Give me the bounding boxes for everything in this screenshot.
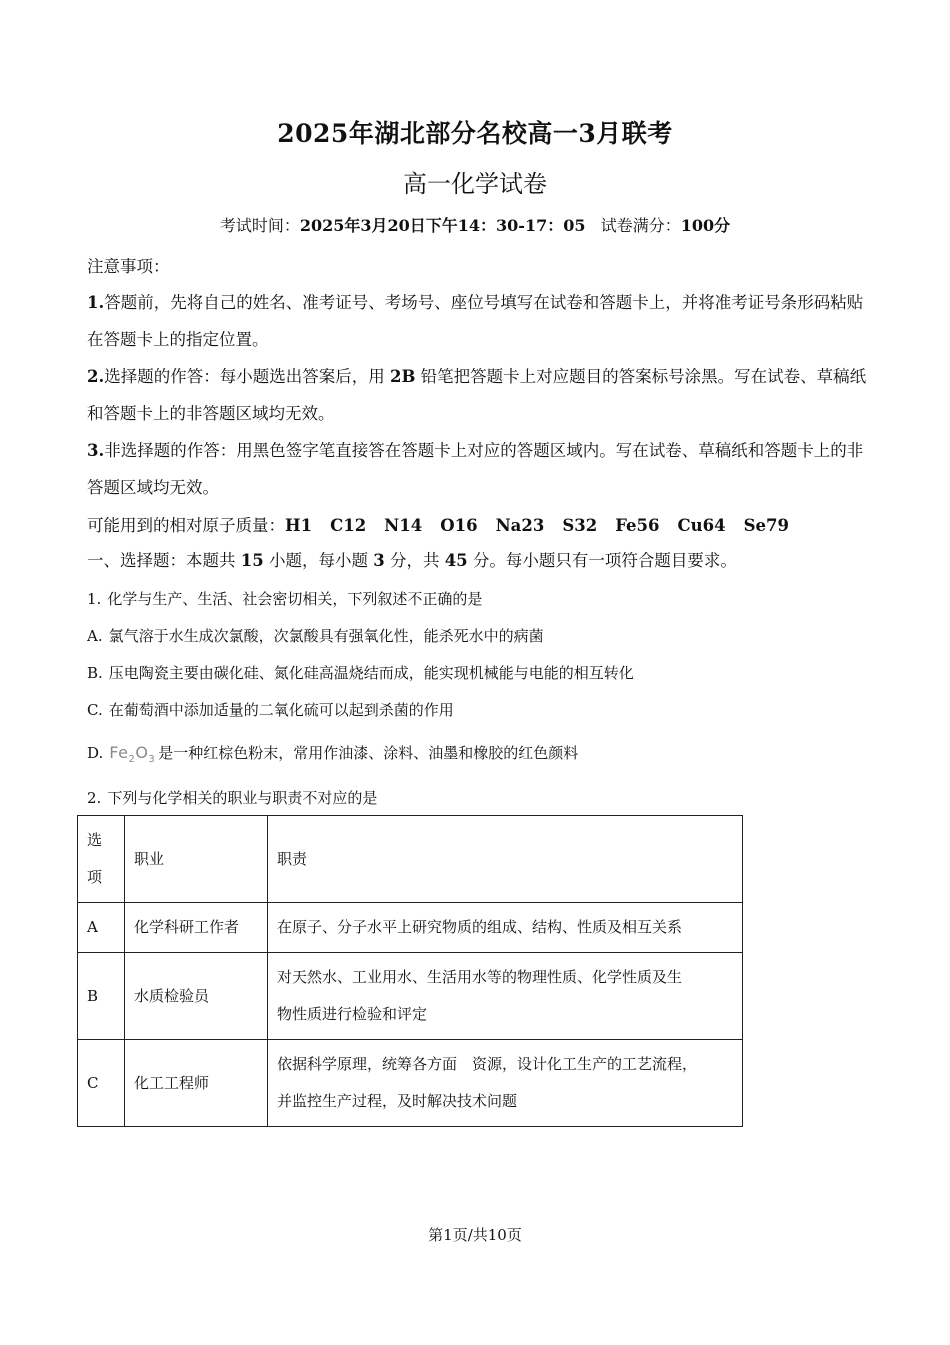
exam-title: 2025年湖北部分名校高一3月联考	[277, 119, 673, 148]
note-item-3	[87, 432, 867, 506]
full-score-label: 试卷满分：	[600, 216, 681, 235]
section-text: 分，共	[389, 551, 440, 570]
atomic-mass: Cu64	[677, 516, 726, 535]
row-option: C	[78, 1040, 125, 1127]
job-duty-table	[77, 815, 743, 1127]
exam-time-value: 2025年3月20日下午14：30-17：05	[299, 216, 586, 235]
atomic-mass: Se79	[743, 516, 789, 535]
atomic-masses-label: 可能用到的相对原子质量：	[87, 516, 285, 535]
section-text: 分。每小题只有一项符合题目要求。	[472, 551, 737, 570]
question-number: 1.	[87, 590, 102, 608]
full-score-value: 100分	[680, 216, 731, 235]
row-option: A	[78, 903, 125, 953]
note-text: 选择题的作答：每小题选出答案后，用	[104, 367, 385, 386]
note-text: 铅笔把答题卡上对应题目的答案标号涂黑。写在试卷、草稿纸和答题卡上的非答题区域均无效。	[87, 367, 867, 423]
table-row	[78, 1040, 743, 1127]
notes-title: 注意事项：	[87, 257, 170, 276]
option-label: A.	[87, 627, 103, 645]
table-header-row	[78, 816, 743, 903]
section-text: 一、选择题：本题共	[87, 551, 236, 570]
row-job: 水质检验员	[125, 953, 268, 1040]
atomic-mass: O16	[440, 516, 478, 535]
question-number: 2.	[87, 789, 102, 807]
row-job: 化学科研工作者	[125, 903, 268, 953]
row-duty: 对天然水、工业用水、生活用水等的物理性质、化学性质及生 物性质进行检验和评定	[268, 953, 743, 1040]
section-heading	[87, 542, 877, 579]
section-number: 15	[240, 551, 264, 570]
question-1-option-b	[87, 661, 634, 685]
section-number: 45	[444, 551, 468, 570]
section-text: 小题，每小题	[268, 551, 368, 570]
row-duty: 在原子、分子水平上研究物质的组成、结构、性质及相互关系	[268, 903, 743, 953]
question-text: 下列与化学相关的职业与职责不对应的是	[107, 789, 378, 807]
note-text: 非选择题的作答：用黑色签字笔直接答在答题卡上对应的答题区域内。写在试卷、草稿纸和答题卡上的非答题区域均无效。	[87, 441, 864, 497]
option-label: B.	[87, 664, 103, 682]
note-bold: 2B	[389, 367, 416, 386]
option-text: 是一种红棕色粉末，常用作油漆、涂料、油墨和橡胶的红色颜料	[158, 744, 579, 762]
atomic-mass: H1	[285, 516, 313, 535]
question-1-stem	[87, 587, 482, 611]
note-text: 答题前，先将自己的姓名、准考证号、考场号、座位号填写在试卷和答题卡上，并将准考证号条形码粘贴在答题卡上的指定位置。	[87, 293, 864, 349]
row-option: B	[78, 953, 125, 1040]
question-1-option-a	[87, 624, 544, 648]
exam-time-label: 考试时间：	[219, 216, 300, 235]
page-footer: 第1页/共10页	[428, 1226, 522, 1244]
option-label: D.	[87, 744, 104, 762]
option-text: 压电陶瓷主要由碳化硅、氮化硅高温烧结而成，能实现机械能与电能的相互转化	[108, 664, 634, 682]
question-text: 化学与生产、生活、社会密切相关，下列叙述不正确的是	[107, 590, 483, 608]
option-label: C.	[87, 701, 103, 719]
option-text: 氯气溶于水生成次氯酸，次氯酸具有强氧化性，能杀死水中的病菌	[108, 627, 544, 645]
header-option: 选 项	[78, 816, 125, 903]
atomic-masses	[87, 507, 877, 544]
atomic-mass: S32	[562, 516, 598, 535]
row-job: 化工工程师	[125, 1040, 268, 1127]
note-item-1	[87, 284, 867, 358]
question-2-stem	[87, 786, 377, 810]
question-1-option-d	[87, 741, 578, 772]
question-1-option-c	[87, 698, 454, 722]
exam-info	[0, 213, 950, 236]
header-duty: 职责	[268, 816, 743, 903]
atomic-mass: C12	[330, 516, 367, 535]
note-number: 2.	[87, 367, 105, 386]
section-number: 3	[373, 551, 385, 570]
chemical-formula: $Fe_2O_3$	[109, 743, 156, 766]
exam-subtitle: 高一化学试卷	[403, 170, 547, 198]
note-item-2	[87, 358, 867, 432]
table-row	[78, 953, 743, 1040]
atomic-mass: N14	[384, 516, 423, 535]
option-text: 在葡萄酒中添加适量的二氧化硫可以起到杀菌的作用	[108, 701, 454, 719]
header-job: 职业	[125, 816, 268, 903]
atomic-mass: Fe56	[615, 516, 660, 535]
note-number: 1.	[87, 293, 105, 312]
atomic-mass: Na23	[495, 516, 545, 535]
table-row	[78, 903, 743, 953]
note-number: 3.	[87, 441, 105, 460]
row-duty: 依据科学原理，统筹各方面 资源，设计化工生产的工艺流程， 并监控生产过程，及时解决技术问题	[268, 1040, 743, 1127]
